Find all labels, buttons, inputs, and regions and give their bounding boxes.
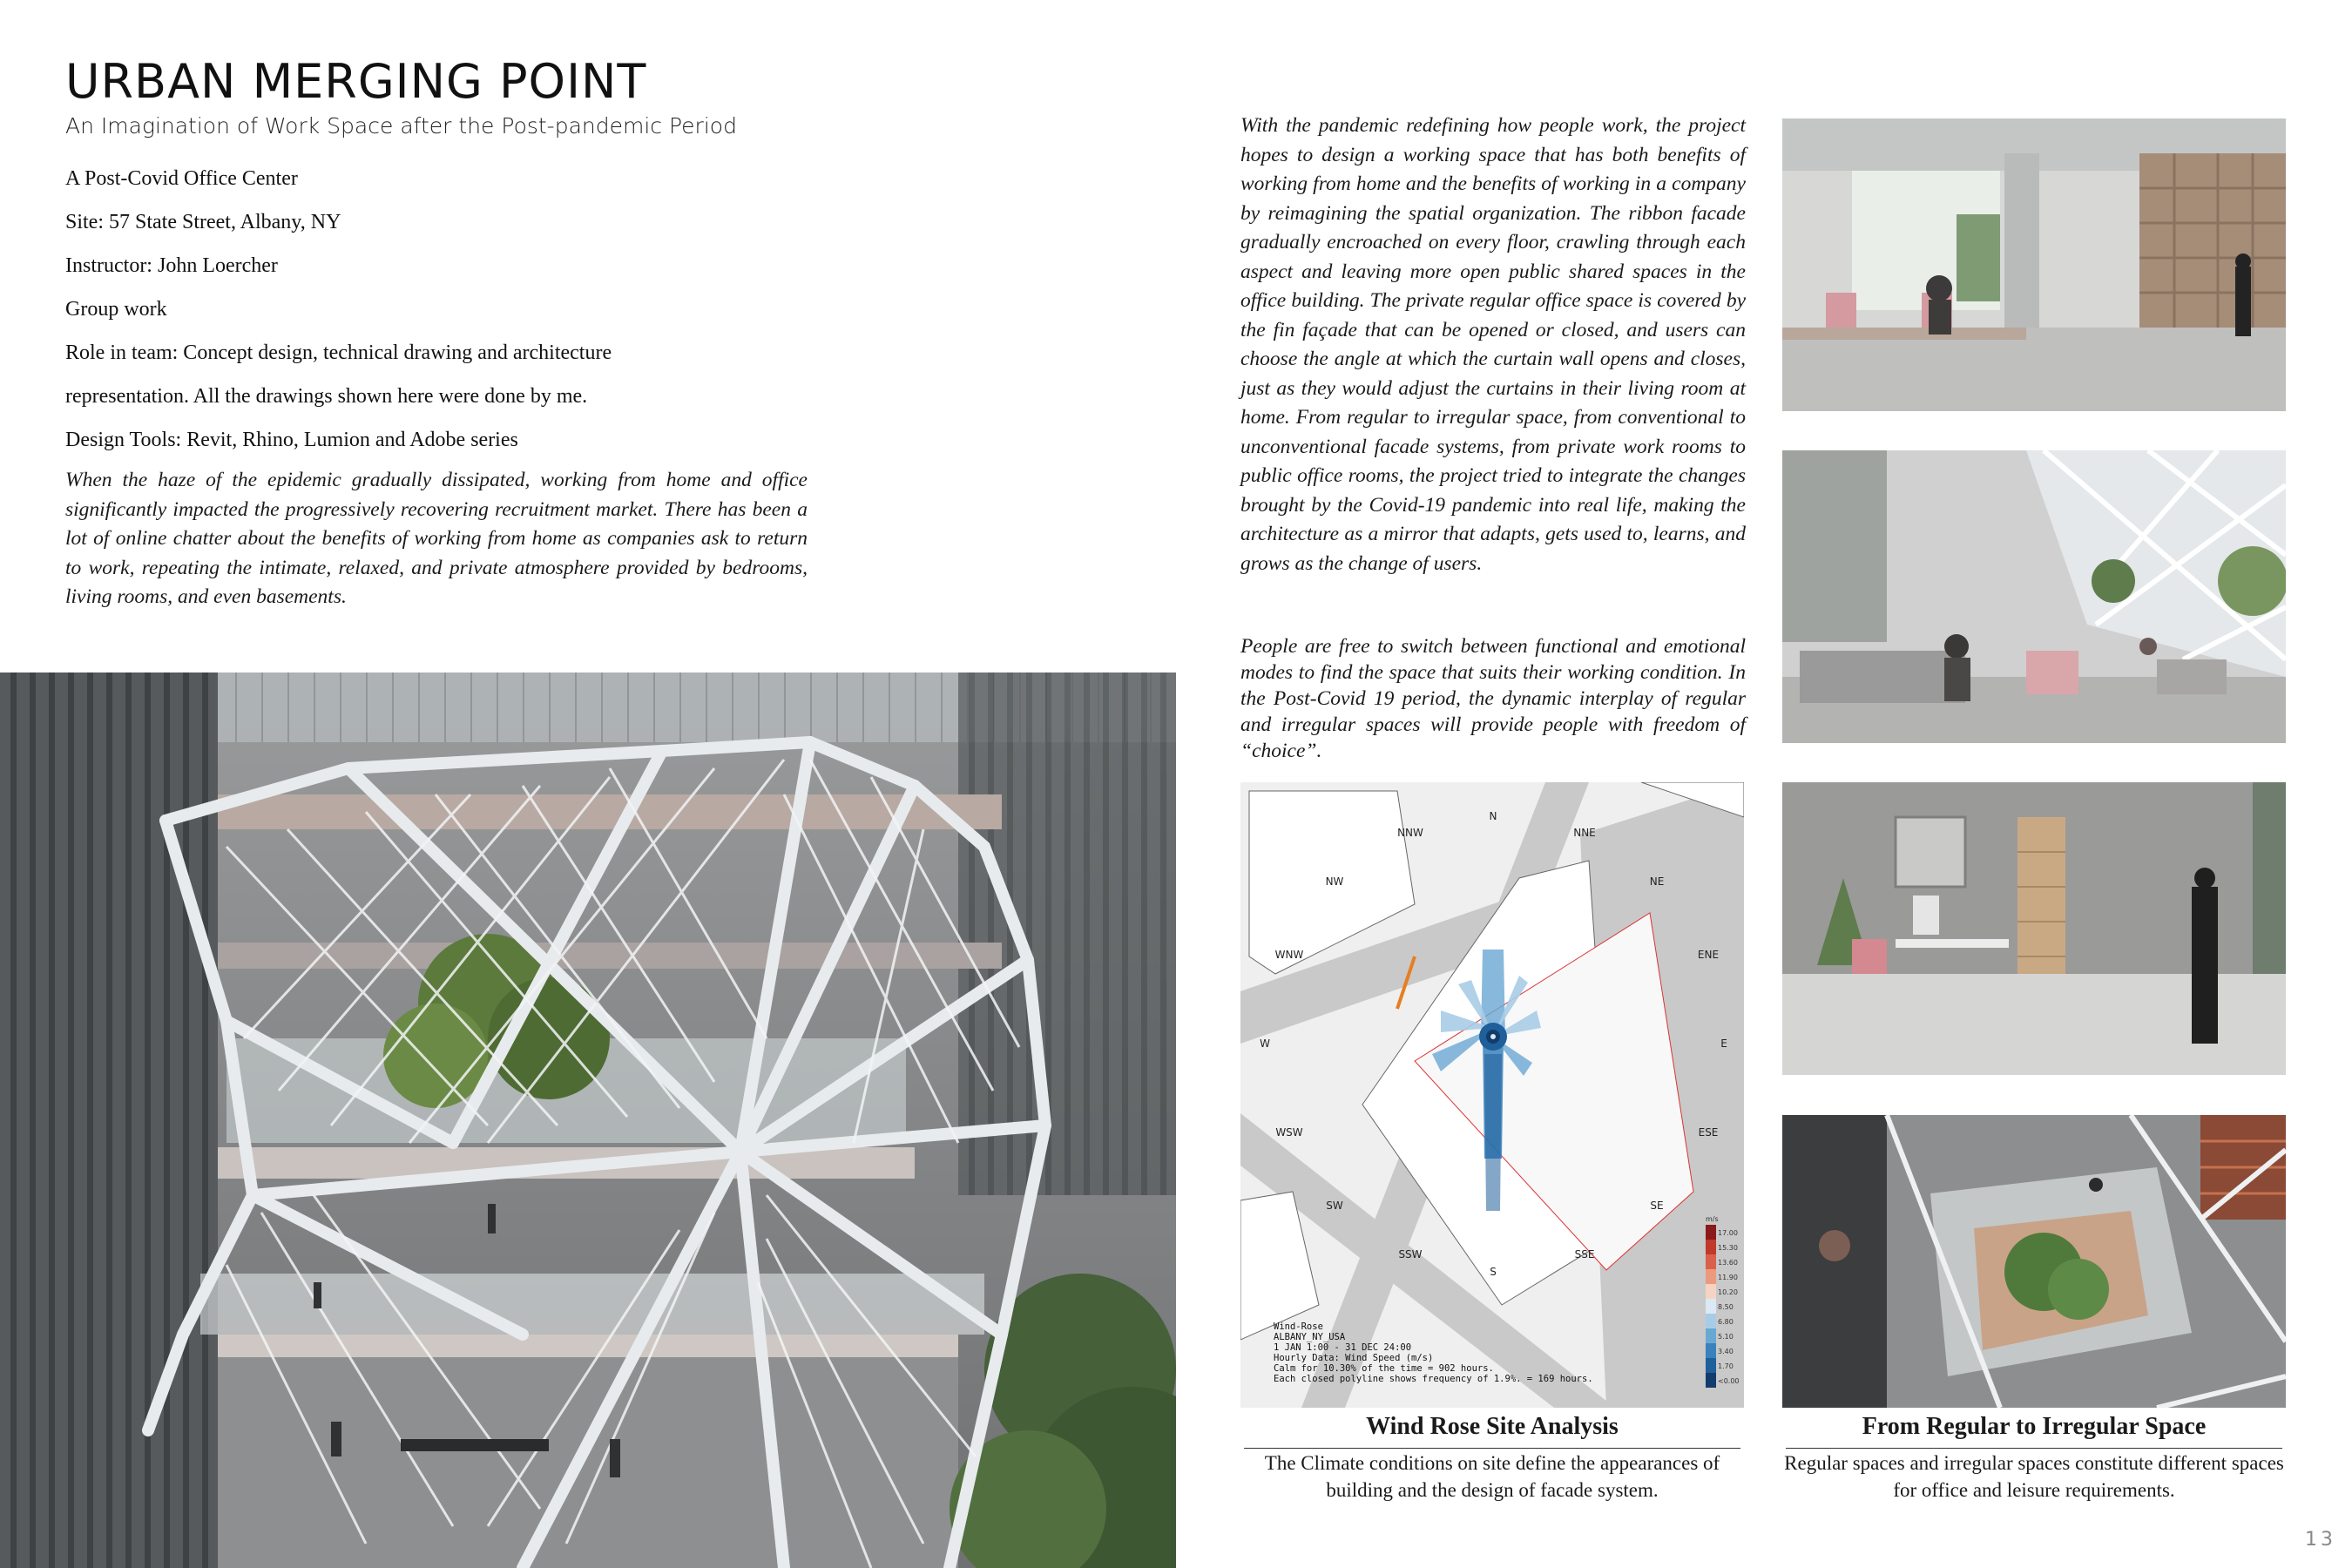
rendering-lounge: [1782, 450, 2286, 743]
info-line: 1 JAN 1:00 - 31 DEC 24:00: [1274, 1342, 1412, 1353]
dir-wnw: WNW: [1274, 949, 1304, 961]
page-title: URBAN MERGING POINT: [65, 54, 647, 109]
project-tools: Design Tools: Revit, Rhino, Lumion and Adobe series: [65, 429, 518, 451]
legend-swatch: [1706, 1314, 1716, 1328]
dir-n: N: [1489, 810, 1497, 822]
description-paragraph-2: People are free to switch between functional and emotional modes to find the space that suits their working condition. In the Post-Covid 19 period, the dynamic interplay of regular and irregular spaces will provide people with freedom of “choice”.: [1240, 635, 1746, 762]
wind-rose-diagram: [1240, 782, 1744, 1408]
dir-wsw: WSW: [1275, 1126, 1303, 1139]
info-line: Wind-Rose: [1274, 1321, 1323, 1332]
legend-swatch: [1706, 1373, 1716, 1388]
legend-swatch: [1706, 1299, 1716, 1314]
caption-divider-left: [1244, 1448, 1740, 1449]
wind-rose-caption-title: Wind Rose Site Analysis: [1366, 1413, 1619, 1440]
legend-value: 5.10: [1718, 1333, 1734, 1341]
legend-swatch: [1706, 1328, 1716, 1343]
legend-value: <0.00: [1718, 1377, 1740, 1385]
rendering-open-office: [1782, 118, 2286, 411]
legend-swatch: [1706, 1269, 1716, 1284]
info-line: Calm for 10.30% of the time = 902 hours.: [1274, 1363, 1494, 1374]
legend-unit: m/s: [1706, 1215, 1719, 1223]
legend-swatch: [1706, 1225, 1716, 1240]
space-caption-text: Regular spaces and irregular spaces constitute different spaces for office and leisure requirements.: [1784, 1452, 2284, 1501]
project-role-continued: representation. All the drawings shown here were done by me.: [65, 385, 588, 408]
legend-value: 8.50: [1718, 1303, 1734, 1311]
legend-value: 17.00: [1718, 1229, 1738, 1237]
legend-swatch: [1706, 1343, 1716, 1358]
info-line: Each closed polyline shows frequency of 1.9%. = 169 hours.: [1274, 1374, 1593, 1384]
dir-ese: ESE: [1698, 1126, 1719, 1139]
rendering-atrium-view: [1782, 1115, 2286, 1408]
dir-ne: NE: [1649, 875, 1665, 888]
dir-nw: NW: [1325, 875, 1344, 888]
legend-value: 6.80: [1718, 1318, 1734, 1326]
dir-ssw: SSW: [1398, 1248, 1423, 1260]
info-line: Hourly Data: Wind Speed (m/s): [1274, 1353, 1434, 1363]
legend-value: 1.70: [1718, 1362, 1734, 1370]
caption-divider-right: [1786, 1448, 2282, 1449]
space-caption-title: From Regular to Irregular Space: [1862, 1413, 2207, 1440]
project-instructor: Instructor: John Loercher: [65, 254, 278, 277]
wind-rose-caption-text: The Climate conditions on site define the appearances of building and the design of facade system.: [1264, 1452, 1720, 1501]
page-subtitle: An Imagination of Work Space after the Post-pandemic Period: [65, 113, 737, 139]
legend-value: 13.60: [1718, 1259, 1738, 1267]
legend-value: 3.40: [1718, 1348, 1734, 1355]
rendering-private-office: [1782, 782, 2286, 1075]
legend-swatch: [1706, 1240, 1716, 1254]
description-paragraph-1: With the pandemic redefining how people work, the project hopes to design a working space that has both benefits of working from home and the benefits of working in a company by reimagining the spatial organization. The ribbon facade gradually encroached on every floor, crawling through each aspect and leaving more open public shared spaces in the office building. The private regular office space is covered by the fin façade that can be opened or closed, and users can choose the angle at which the curtain wall opens and closes, just as they would adjust the curtains in their living room at home. From regular to irregular space, from conventional to unconventional facade systems, from private work rooms to public office rooms, the project tried to integrate the changes brought by the Covid-19 pandemic into real life, making the architecture as a mirror that adapts, gets used to, learns, and grows as the change of users.: [1240, 114, 1746, 575]
intro-paragraph: When the haze of the epidemic gradually dissipated, working from home and office significantly impacted the progressively recovering recruitment market. There has been a lot of online chatter about the benefits of working from home as companies ask to return to work, repeating the intimate, relaxed, and private atmosphere provided by bedrooms, living rooms, and even basements.: [65, 469, 808, 608]
page-number: 13: [2305, 1529, 2336, 1551]
project-role: Role in team: Concept design, technical drawing and architecture: [65, 341, 612, 364]
info-line: ALBANY_NY_USA: [1274, 1332, 1346, 1342]
dir-nnw: NNW: [1397, 827, 1423, 839]
dir-se: SE: [1650, 1200, 1664, 1212]
legend-value: 15.30: [1718, 1244, 1738, 1252]
dir-sse: SSE: [1574, 1248, 1595, 1260]
legend-swatch: [1706, 1358, 1716, 1373]
legend-swatch: [1706, 1284, 1716, 1299]
legend-value: 11.90: [1718, 1274, 1738, 1281]
atrium-rendering: [0, 672, 1176, 1568]
dir-nne: NNE: [1573, 827, 1596, 839]
project-type: A Post-Covid Office Center: [65, 167, 298, 190]
project-group: Group work: [65, 298, 167, 321]
dir-e: E: [1720, 1037, 1727, 1050]
dir-ene: ENE: [1697, 949, 1720, 961]
dir-s: S: [1490, 1266, 1497, 1278]
legend-swatch: [1706, 1254, 1716, 1269]
dir-sw: SW: [1326, 1200, 1343, 1212]
legend-value: 10.20: [1718, 1288, 1738, 1296]
project-site: Site: 57 State Street, Albany, NY: [65, 211, 341, 233]
dir-w: W: [1260, 1037, 1270, 1050]
